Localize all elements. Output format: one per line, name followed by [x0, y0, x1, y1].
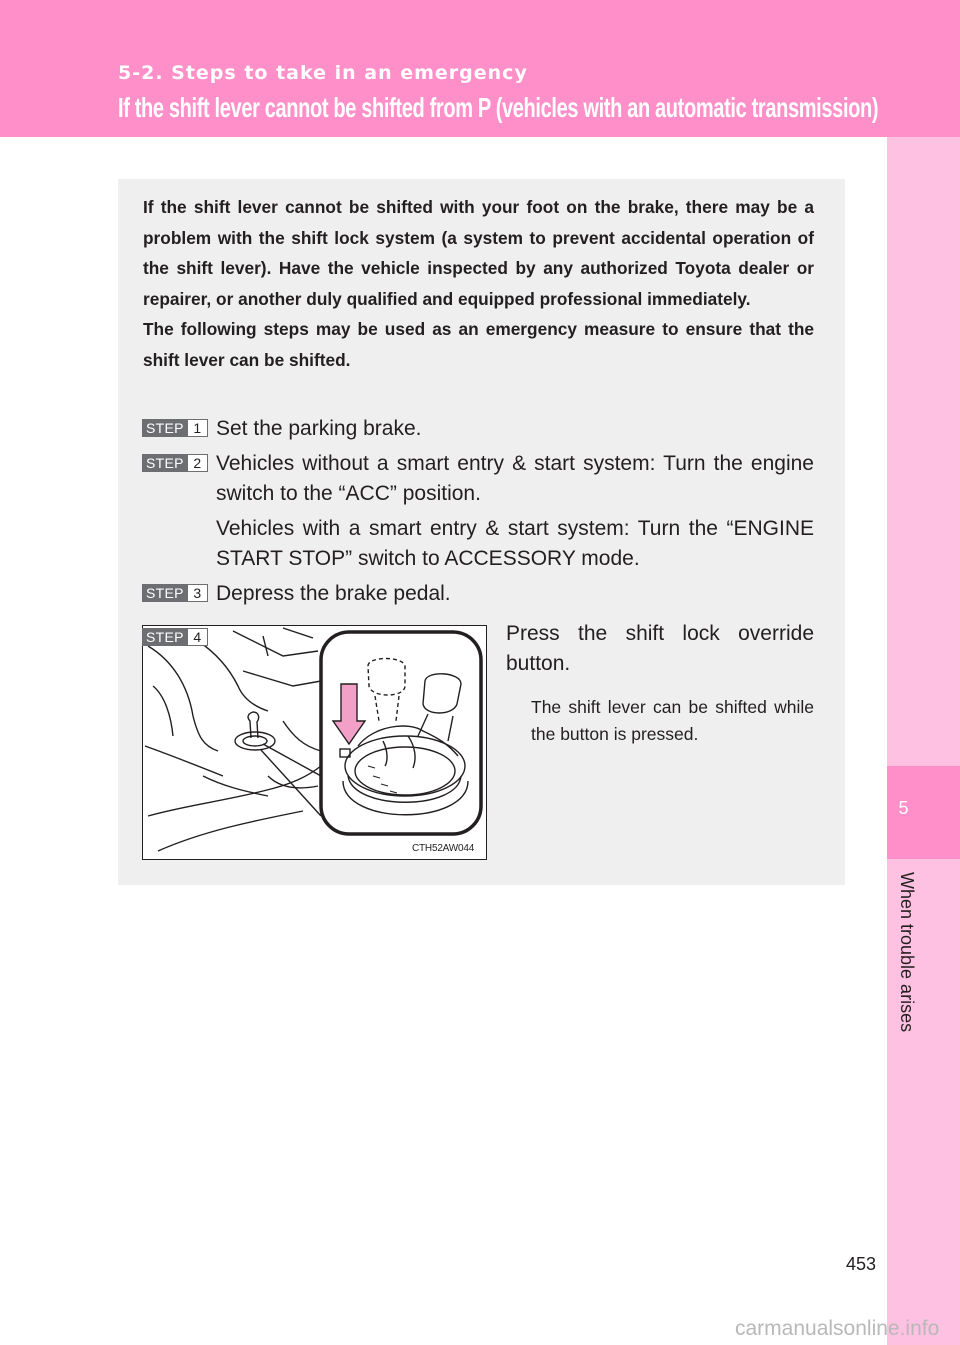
step-4-text: Press the shift lock override button.: [506, 622, 814, 675]
step-3-text: Depress the brake pedal.: [216, 582, 451, 605]
sidebar-strip: [887, 137, 960, 1345]
step-word: STEP: [142, 419, 188, 437]
intro-paragraph-2: The following steps may be used as an emergency measure to ensure that the shift lever can be shifted.: [143, 319, 814, 370]
step-number: 3: [188, 584, 208, 602]
step-4-badge: [142, 628, 208, 646]
step-3-badge: [142, 584, 208, 602]
press-arrow-icon: [333, 684, 365, 744]
step-2-badge: [142, 454, 208, 472]
illustration-code: CTH52AW044: [412, 843, 475, 854]
step-number: 1: [188, 419, 208, 437]
intro-text: [143, 192, 814, 375]
shift-lever-illustration: [142, 625, 487, 860]
intro-paragraph-1: If the shift lever cannot be shifted with your foot on the brake, there may be a problem with the shift lock system (a system to prevent accidental operation of the shift lever). Have the vehicle inspected by any authorized Toyota dealer or repairer, or another duly qualified and equipped professional immediately.: [143, 197, 814, 309]
step-2-text-alt: Vehicles with a smart entry & start system: Turn the “ENGINE START STOP” switch to ACCESSORY mode.: [216, 517, 814, 570]
section-heading: 5-2. Steps to take in an emergency: [118, 62, 528, 84]
step-2-text: Vehicles without a smart entry & start system: Turn the engine switch to the “ACC” position.: [216, 452, 814, 505]
page-number: 453: [845, 1254, 876, 1274]
shift-lever-drawing: [143, 626, 487, 860]
step-number: 2: [188, 454, 208, 472]
step-word: STEP: [142, 628, 188, 646]
page-title: If the shift lever cannot be shifted from P (vehicles with an automatic transmission): [118, 92, 879, 123]
step-1-text: Set the parking brake.: [216, 417, 422, 440]
chapter-label: When trouble arises: [897, 872, 917, 1033]
step-number: 4: [188, 628, 208, 646]
watermark: carmanualsonline.info: [735, 1317, 940, 1340]
step-1-badge: [142, 419, 208, 437]
step-word: STEP: [142, 584, 188, 602]
chapter-number: 5: [898, 798, 909, 818]
step-4-note: The shift lever can be shifted while the button is pressed.: [531, 697, 814, 744]
step-word: STEP: [142, 454, 188, 472]
